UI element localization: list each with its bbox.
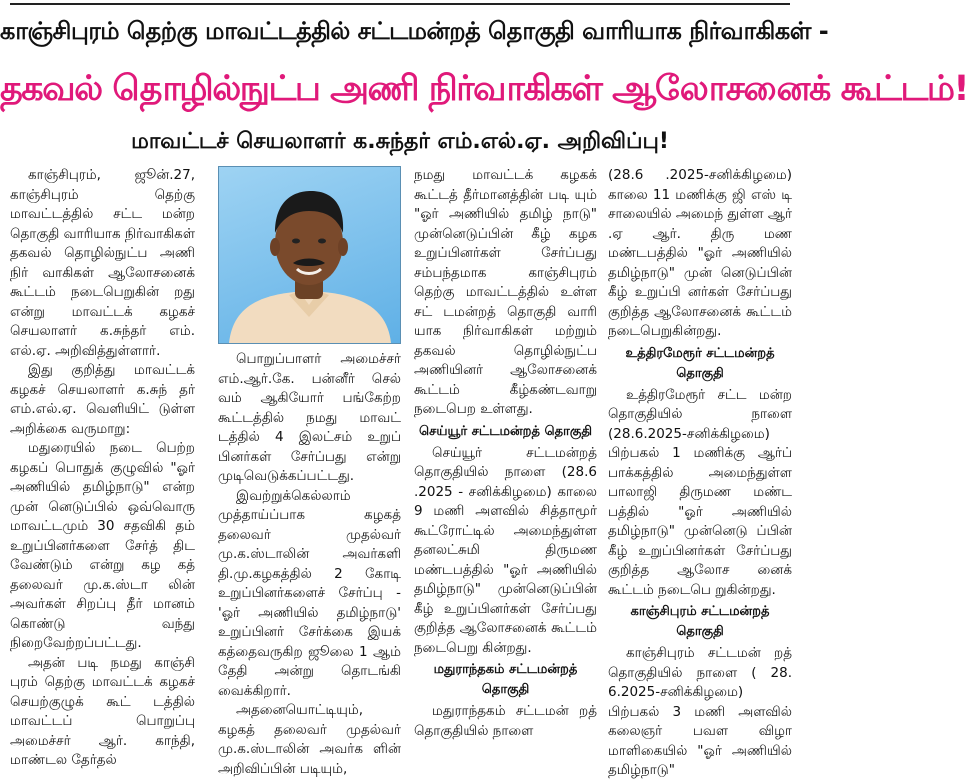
section-heading-madurantakam: மதுராந்தகம் சட்டமன்றத் தொகுதி [433, 662, 578, 697]
paragraph: இவற்றுக்கெல்லாம் முத்தாய்ப்பாக கழகத் தலைவர் முதல்வர் மு.க.ஸ்டாலின் அவர்களி தி.மு.கழகத்தில் 2 கோடி உறுப்பினர்களைச் சேர்ப்பு - 'ஓர் அணியில் தமிழ்நாடு' உறுப்பினர் சேர்க்கை இயக் கத்தைவருகிற ஜூலை 1 ஆம் தேதி அன்று தொடங்கி வைக்கிறார். [218, 487, 401, 699]
section-heading-kanchipuram: காஞ்சிபுரம் சட்டமன்றத் தொகுதி [630, 604, 770, 639]
article-column-4 [608, 166, 792, 778]
paragraph: அதன் படி நமது காஞ்சி புரம் தெற்கு மாவட்டக் கழகச் செயற்குழுக் கூட் டத்தில் மாவட்டப் பொறுப்பு அமைச்சர் ஆர். காந்தி, மாண்டல தேர்தல் [10, 654, 195, 768]
portrait-figure [219, 167, 400, 343]
section-heading-uthiramerur: உத்திரமேரூர் சட்டமன்றத் தொகுதி [625, 345, 775, 381]
paragraph: செய்யூர் சட்டமன்றத் தொகுதியில் நாளை (28.6 .2025 - சனிக்கிழமை) காலை 9 மணி அளவில் சித்தாமூர் கூட்ரோட்டில் அமைந்துள்ள தனலட்சுமி திருமண மண்டபத்தில் "ஓர் அணியில் தமிழ்நாடு" முன்னெடுப்பின் கீழ் உறுப்பினர்கள் சேர்ப்பது குறித்த ஆலோசனைக் கூட்டம் நடைபெறு கின்றது. [414, 444, 597, 656]
section-heading-seyyur: செய்யூர் சட்டமன்றத் தொகுதி [419, 423, 592, 439]
main-headline: தகவல் தொழில்நுட்ப அணி நிர்வாகிகள் ஆலோசனைக் கூட்டம்! [0, 69, 968, 109]
paragraph: உத்திரமேரூர் சட்ட மன்ற தொகுதியில் நாளை (28.6.2025-சனிக்கிழமை) பிற்பகல் 1 மணிக்கு ஆர்ப் பாக்கத்தில் அமைந்துள்ள பாலாஜி திருமண மண்ட பத்தில் "ஓர் அணியில் தமிழ்நாடு" முன்னெடு ப்பின் கீழ் உறுப்பினர்கள் சேர்ப்பது குறித்த ஆலோச னைக் கூட்டம் நடைபெ றுகின்றது. [608, 386, 792, 598]
kicker-headline: காஞ்சிபுரம் தெற்கு மாவட்டத்தில் சட்டமன்றத் தொகுதி வாரியாக நிர்வாகிகள் - [0, 17, 829, 45]
sub-headline: மாவட்டச் செயலாளர் க.சுந்தர் எம்.எல்.ஏ. அறிவிப்பு! [131, 129, 669, 154]
paragraph: (28.6 .2025-சனிக்கிழமை) காலை 11 மணிக்கு ஜி எஸ் டி சாலையில் அமைந் துள்ள ஆர் .ஏ ஆர். திரு மண மண்டபத்தில் "ஓர் அணியில் தமிழ்நாடு" முன் னெடுப்பின் கீழ் உறுப்பி னர்கள் சேர்ப்பது குறித்த ஆலோசனைக் கூட்டம் நடைபெறுகின்றது. [608, 167, 792, 339]
paragraph: இது குறித்து மாவட்டக் கழகச் செயலாளர் க.சுந் தர் எம்.எல்.ஏ. வெளியிட் டுள்ள அறிக்கை வருமாறு: [10, 362, 195, 437]
article-column-1 [10, 166, 195, 768]
paragraph: மதுரையில் நடை பெற்ற கழகப் பொதுக் குழுவில் "ஓர் அணியில் தமிழ்நாடு" என்ற முன் னெடுப்பில் ஒவ்வொரு மாவட்டமும் 30 சதவிகி தம் உறுப்பினர்களை சேர்த் திட வேண்டும் என்று கழ கத் தலைவர் மு.க.ஸ்டா லின் அவர்கள் சிறப்பு தீர் மானம் கொண்டு வந்து நிறைவேற்றப்பட்டது. [10, 440, 195, 651]
portrait-photo [218, 166, 401, 344]
top-rule [10, 3, 790, 5]
paragraph: அதனையொட்டியும், கழகத் தலைவர் முதல்வர் மு.க.ஸ்டாலின் அவர்க ளின் அறிவிப்பின் படியும், [218, 702, 401, 777]
paragraph: காஞ்சிபுரம், ஜூன்.27, காஞ்சிபுரம் தெற்கு மாவட்டத்தில் சட்ட மன்ற தொகுதி வாரியாக நிர்வாகிகள் தகவல் தொழில்நுட்ப அணி நிர் வாகிகள் ஆலோசனைக் கூட்டம் நடைபெறுகின் றது என்று மாவட்டக் கழகச் செயலாளர் க.சுந்தர் எம். எல்.ஏ. அறிவித்துள்ளார். [10, 167, 195, 359]
article-column-2 [218, 350, 401, 777]
paragraph: காஞ்சிபுரம் சட்டமன் றத் தொகுதியில் நாளை ( 28. 6.2025-சனிக்கிழமை) பிற்பகல் 3 மணி அளவில் கலைஞர் பவள விழா மாளிகையில் "ஓர் அணியில் தமிழ்நாடு" [608, 645, 792, 778]
paragraph: பொறுப்பாளர் அமைச்சர் எம்.ஆர்.கே. பன்னீர் செல் வம் ஆகியோர் பங்கேற்ற கூட்டத்தில் நமது மாவட் டத்தில் 4 இலட்சம் உறுப் பினர்கள் சேர்ப்பது என்று முடிவெடுக்கப்பட்டது. [218, 351, 401, 484]
article-column-3 [414, 166, 597, 760]
paragraph: மதுராந்தகம் சட்டமன் றத் தொகுதியில் நாளை [414, 703, 597, 739]
paragraph: நமது மாவட்டக் கழகக் கூட்டத் தீர்மானத்தின் படி யும் "ஓர் அணியில் தமிழ் நாடு" முன்னெடுப்பின் கீழ் கழக உறுப்பினர்கள் சேர்ப்பது சம்பந்தமாக காஞ்சிபுரம் தெற்கு மாவட்டத்தில் உள்ள சட் டமன்றத் தொகுதி வாரி யாக நிர்வாகிகள் மற்றும் தகவல் தொழில்நுட்ப அணியினர் ஆலோசனைக் கூட்டம் கீழ்கண்டவாறு நடைபெற உள்ளது. [414, 167, 597, 417]
